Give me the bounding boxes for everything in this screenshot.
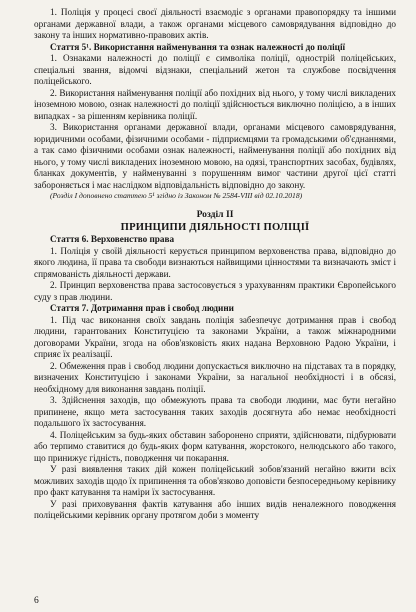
article-7-paragraph-5: У разі виявлення таких дій кожен поліцейський зобов'язаний негайно вжити всіх можливих заходів щодо їх припинення та обов'язково доповісти безпосередньому керівнику про факт катування та наміри їх застосування. xyxy=(34,464,396,497)
article-7-paragraph-2: 2. Обмеження прав і свобод людини допускається виключно на підставах та в порядку, визначених Конституцією і законами України, за нагальної необхідності і в обсязі, необхідному для виконання завдань поліції. xyxy=(34,360,396,394)
section-subtitle: ПРИНЦИПИ ДІЯЛЬНОСТІ ПОЛІЦІЇ xyxy=(120,222,310,233)
paragraph-signs-of-belonging: 1. Ознаками належності до поліції є символіка поліції, однострій поліцейських, спеціальні звання, відомчі відзнаки, спеціальний жетон та службове посвідчення поліцейського. xyxy=(34,53,396,86)
page-number: 6 xyxy=(34,596,39,606)
amendment-note: (Розділ I доповнено статтею 5¹ згідно із Законом № 2584-VIII від 02.10.2018) xyxy=(50,191,303,200)
article-6-paragraph-2: 2. Принцип верховенства права застосовується з урахуванням практики Європейського суду з прав людини. xyxy=(34,280,396,302)
article-7-paragraph-4: 4. Поліцейським за будь-яких обставин заборонено сприяти, здійснювати, підбурювати або терпимо ставитися до будь-яких форм катування, жорстокого, нелюдського або такого, що принижує гідність, поводження чи покарання. xyxy=(34,429,396,463)
article-6-heading: Стаття 6. Верховенство права xyxy=(50,234,175,244)
article-7-paragraph-1: 1. Під час виконання своїх завдань поліція забезпечує дотримання прав і свобод людини, гарантованих Конституцією та законами України, а також міжнародними договорами України, згода на обов'язковість яких надана Верховною Радою України, і сприяє їх реалізації. xyxy=(34,314,396,359)
article-7-paragraph-6: У разі приховування фактів катування або інших видів неналежного поводження поліцейськими керівник органу протягом доби з моменту xyxy=(34,498,396,520)
article-6-paragraph-1: 1. Поліція у своїй діяльності керується принципом верховенства права, відповідно до якого людина, її права та свободи визнаються найвищими цінностями та визначають зміст і спрямованість діяльності держави. xyxy=(34,245,396,279)
section-title: Розділ II xyxy=(196,209,234,220)
article-7-paragraph-3: 3. Здійснення заходів, що обмежують права та свободи людини, має бути негайно припинене, якщо мета застосування таких заходів досягнута або немає необхідності подальшого їх застосування. xyxy=(34,395,396,428)
paragraph-cooperation: 1. Поліція у процесі своєї діяльності взаємодіє з органами правопорядку та іншими органами державної влади, а також органами місцевого самоврядування відповідно до закону та інших нормативно-правових актів. xyxy=(34,7,396,40)
article-5-1-heading: Стаття 5¹. Використання найменування та ознак належності до поліції xyxy=(50,41,346,52)
paragraph-prohibited-use: 3. Використання органами державної влади, органами місцевого самоврядування, юридичними особами, фізичними особами - підприємцями та громадськими об'єднаннями, а так само фізичними особами ознак належності, найменування поліції або похідних від нього, у тому числі викладених іноземною мовою, на одязі, транспортних засобах, будівлях, бланках документів, у найменуванні з порушенням вимог частини другої цієї статті забороняється і має наслідком відповідальність відповідно до закону. xyxy=(34,122,396,190)
article-7-heading: Стаття 7. Дотримання прав і свобод людини xyxy=(50,303,234,313)
paragraph-use-of-name: 2. Використання найменування поліції або похідних від нього, у тому числі викладених іноземною мовою, ознак належності до поліції здійснюється виключно поліцією, а в інших випадках - за рішенням керівника поліції. xyxy=(34,87,396,121)
